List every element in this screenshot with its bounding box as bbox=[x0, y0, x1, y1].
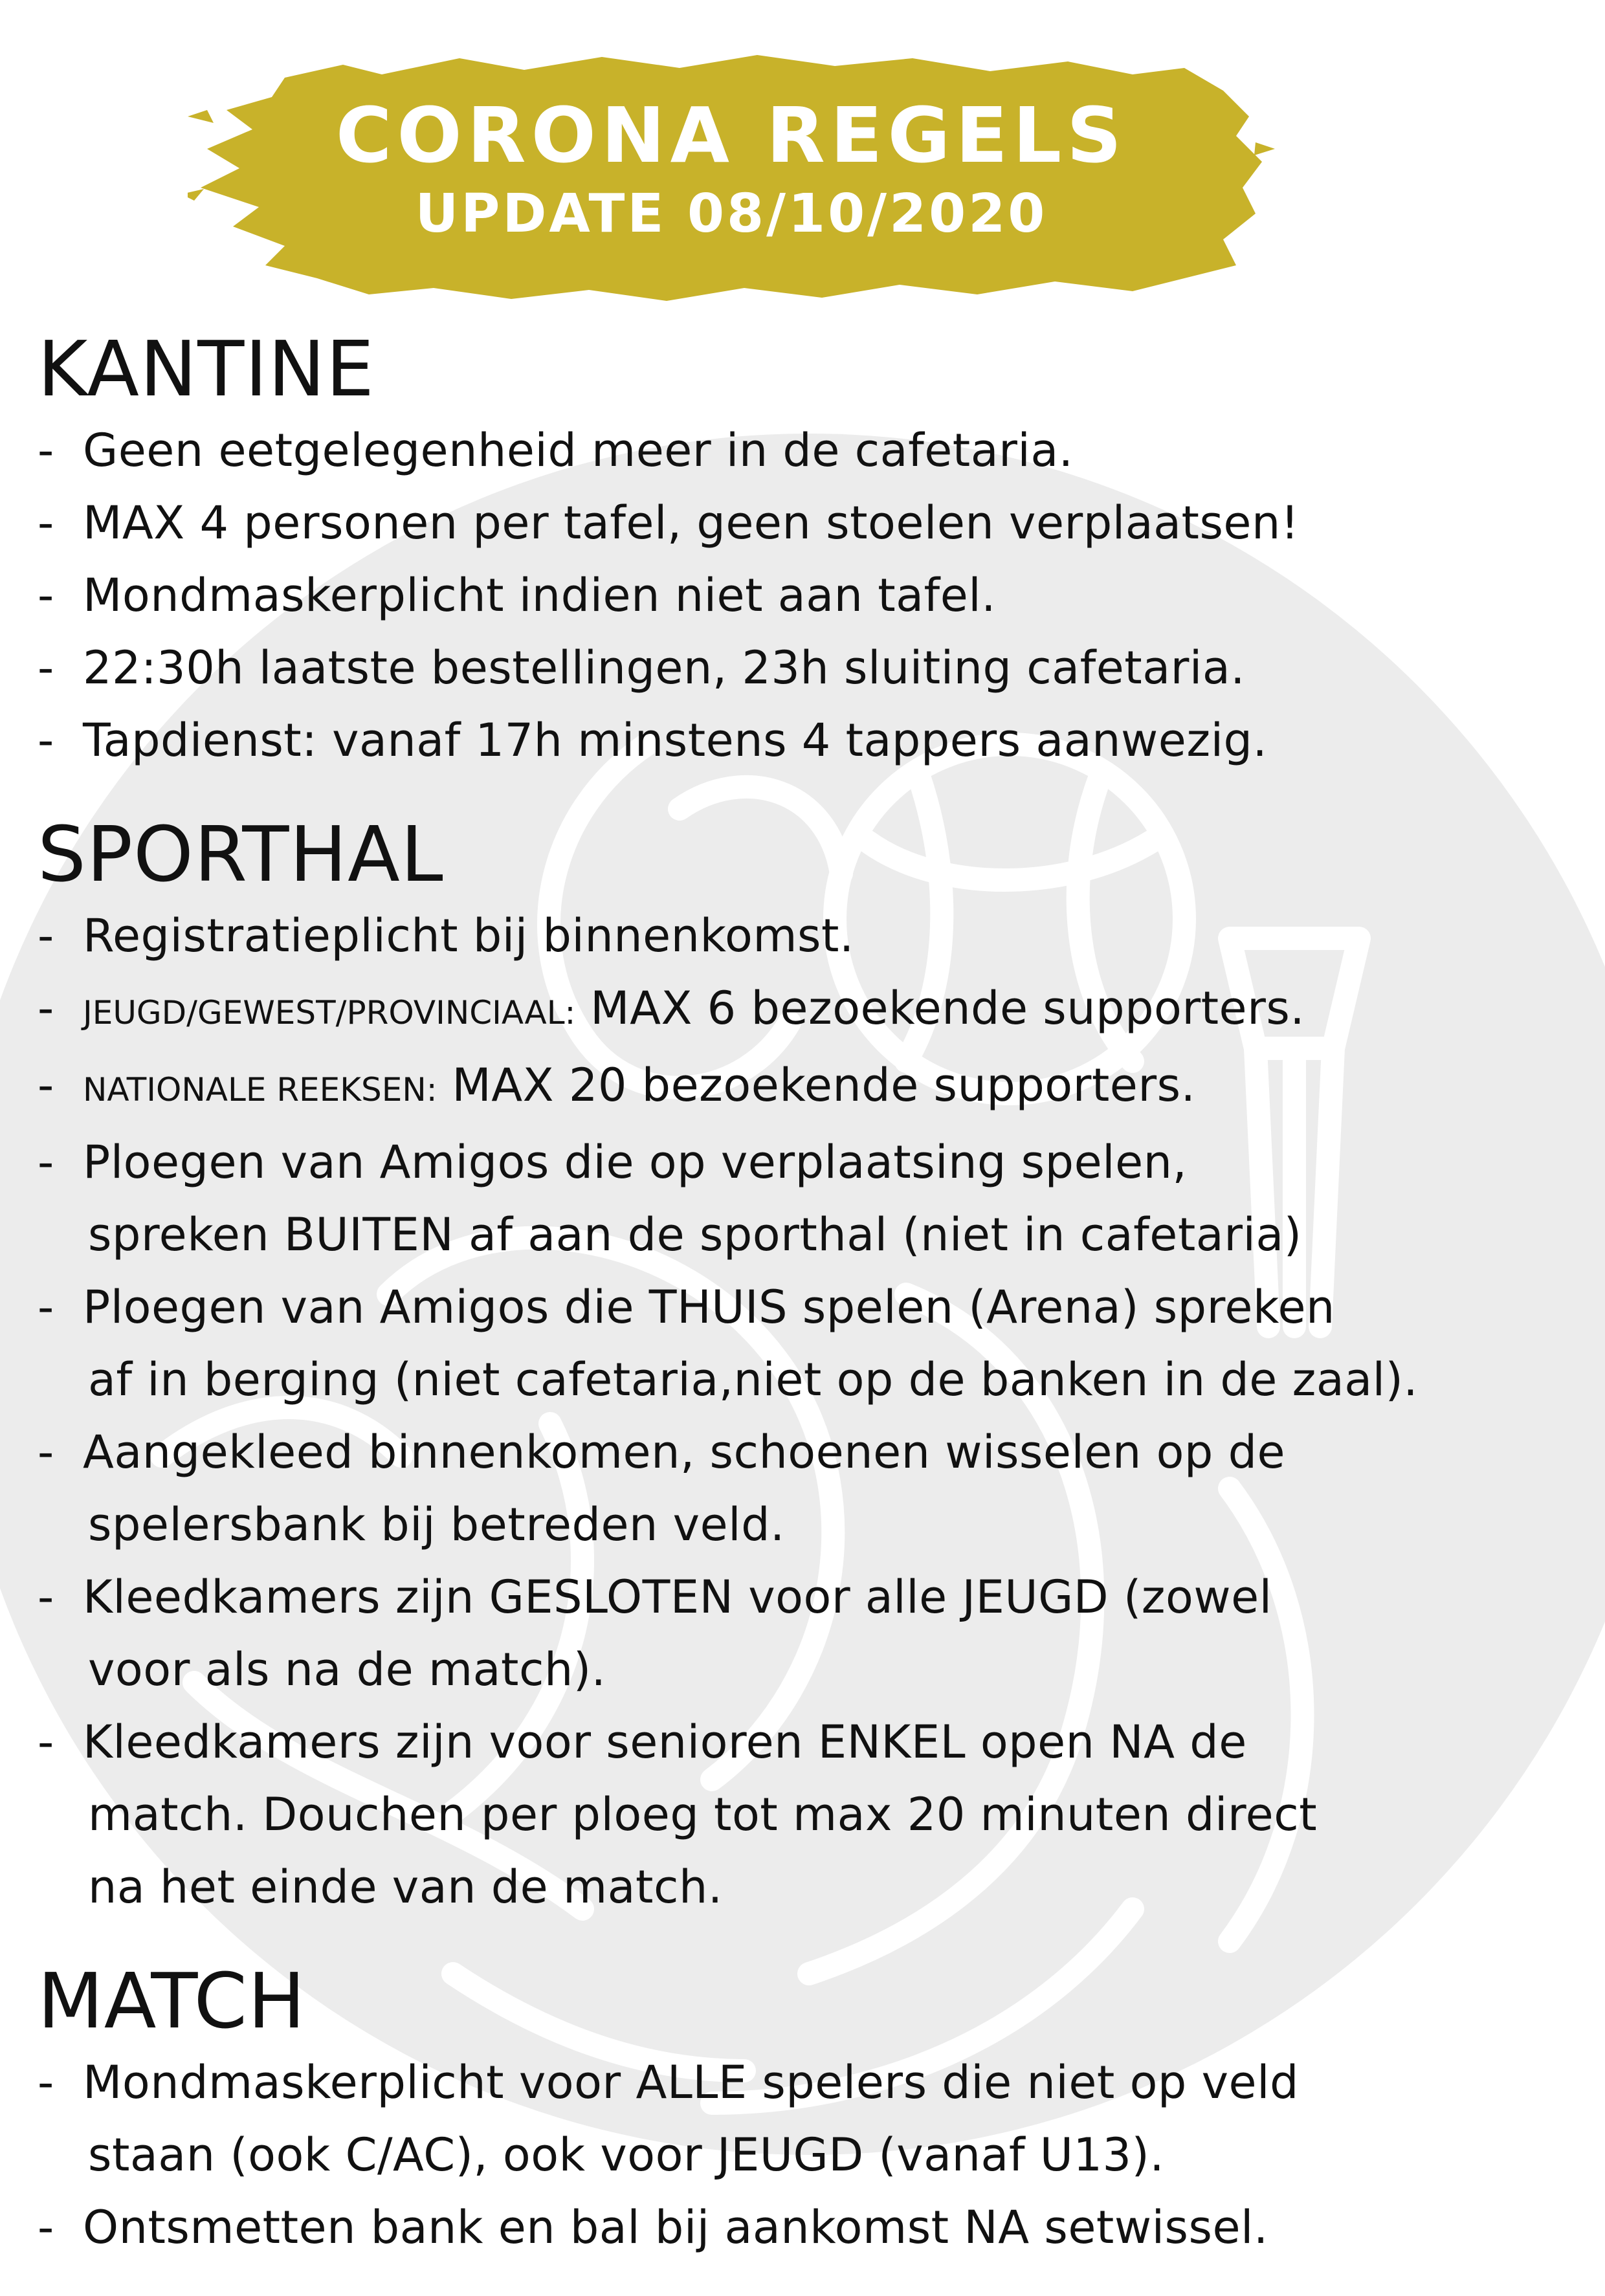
rule-line: na het einde van de match. bbox=[88, 1860, 723, 1914]
rule-item bbox=[38, 632, 1591, 704]
rule-line: Ploegen van Amigos die op verplaatsing spelen, bbox=[83, 1136, 1188, 1189]
section-match bbox=[38, 1956, 1591, 2264]
dash-bullet: - bbox=[38, 1136, 54, 1189]
rule-line bbox=[83, 1049, 1591, 1126]
rule-line: Ploegen van Amigos die THUIS spelen (Arena) spreken bbox=[83, 1281, 1335, 1334]
section-kantine bbox=[38, 324, 1591, 777]
rule-line: spelersbank bij betreden veld. bbox=[88, 1498, 785, 1551]
rule-item bbox=[38, 1561, 1591, 1706]
dash-bullet: - bbox=[38, 1571, 54, 1624]
rule-line: match. Douchen per ploeg tot max 20 minuten direct bbox=[88, 1788, 1318, 1841]
rule-item bbox=[38, 1126, 1591, 1271]
rule-item bbox=[38, 2046, 1591, 2191]
rule-item bbox=[38, 487, 1591, 559]
rule-line: Kleedkamers zijn GESLOTEN voor alle JEUGD (zowel bbox=[83, 1571, 1272, 1624]
rule-line: spreken BUITEN af aan de sporthal (niet in cafetaria) bbox=[88, 1208, 1302, 1261]
rule-line: Tapdienst: vanaf 17h minstens 4 tappers aanwezig. bbox=[83, 714, 1268, 767]
rule-line: Registratieplicht bij binnenkomst. bbox=[83, 909, 854, 962]
rule-line: staan (ook C/AC), ook voor JEUGD (vanaf U13). bbox=[88, 2128, 1165, 2181]
rule-item bbox=[38, 1049, 1591, 1126]
rule-line: 22:30h laatste bestellingen, 23h sluiting cafetaria. bbox=[83, 641, 1245, 694]
rule-line bbox=[83, 972, 1591, 1049]
rule-line: Mondmaskerplicht voor ALLE spelers die niet op veld bbox=[83, 2056, 1299, 2109]
rule-item bbox=[38, 704, 1591, 777]
dash-bullet: - bbox=[38, 424, 54, 477]
rule-line: af in berging (niet cafetaria,niet op de banken in de zaal). bbox=[88, 1353, 1419, 1406]
paint-brush-stroke bbox=[188, 39, 1275, 324]
section-heading-kantine: KANTINE bbox=[38, 324, 375, 414]
rule-line: MAX 4 personen per tafel, geen stoelen verplaatsen! bbox=[83, 496, 1300, 549]
rule-category-prefix: NATIONALE REEKSEN: bbox=[83, 1071, 437, 1109]
rule-category-prefix: JEUGD/GEWEST/PROVINCIAAL: bbox=[83, 994, 576, 1032]
section-heading-sporthal: SPORTHAL bbox=[38, 810, 444, 899]
rule-item bbox=[38, 559, 1591, 632]
section-heading-match: MATCH bbox=[38, 1956, 306, 2046]
banner-title: CORONA REGELS bbox=[335, 91, 1127, 180]
rule-item bbox=[38, 1271, 1591, 1416]
rule-line: Mondmaskerplicht indien niet aan tafel. bbox=[83, 569, 996, 622]
rule-item bbox=[38, 1416, 1591, 1561]
dash-bullet: - bbox=[38, 982, 54, 1035]
rule-line: Aangekleed binnenkomen, schoenen wisselen op de bbox=[83, 1426, 1286, 1479]
dash-bullet: - bbox=[38, 1716, 54, 1769]
rule-item bbox=[38, 414, 1591, 487]
banner-subtitle: UPDATE 08/10/2020 bbox=[415, 183, 1048, 245]
section-sporthal bbox=[38, 809, 1591, 1923]
rules-content bbox=[38, 324, 1591, 2296]
dash-bullet: - bbox=[38, 1059, 54, 1112]
dash-bullet: - bbox=[38, 496, 54, 549]
header-banner bbox=[188, 39, 1275, 324]
rule-text: MAX 6 bezoekende supporters. bbox=[590, 982, 1305, 1035]
rule-line: Ontsmetten bank en bal bij aankomst NA setwissel. bbox=[83, 2201, 1268, 2254]
dash-bullet: - bbox=[38, 2201, 54, 2254]
dash-bullet: - bbox=[38, 1281, 54, 1334]
rule-line: Geen eetgelegenheid meer in de cafetaria. bbox=[83, 424, 1074, 477]
rule-line: voor als na de match). bbox=[88, 1643, 606, 1696]
rule-text: MAX 20 bezoekende supporters. bbox=[452, 1059, 1196, 1112]
rule-item bbox=[38, 972, 1591, 1049]
rule-line: Kleedkamers zijn voor senioren ENKEL open NA de bbox=[83, 1716, 1247, 1769]
dash-bullet: - bbox=[38, 714, 54, 767]
rule-item bbox=[38, 1706, 1591, 1923]
dash-bullet: - bbox=[38, 909, 54, 962]
dash-bullet: - bbox=[38, 641, 54, 694]
dash-bullet: - bbox=[38, 1426, 54, 1479]
rule-item bbox=[38, 2191, 1591, 2264]
dash-bullet: - bbox=[38, 569, 54, 622]
rule-item bbox=[38, 900, 1591, 972]
dash-bullet: - bbox=[38, 2056, 54, 2109]
